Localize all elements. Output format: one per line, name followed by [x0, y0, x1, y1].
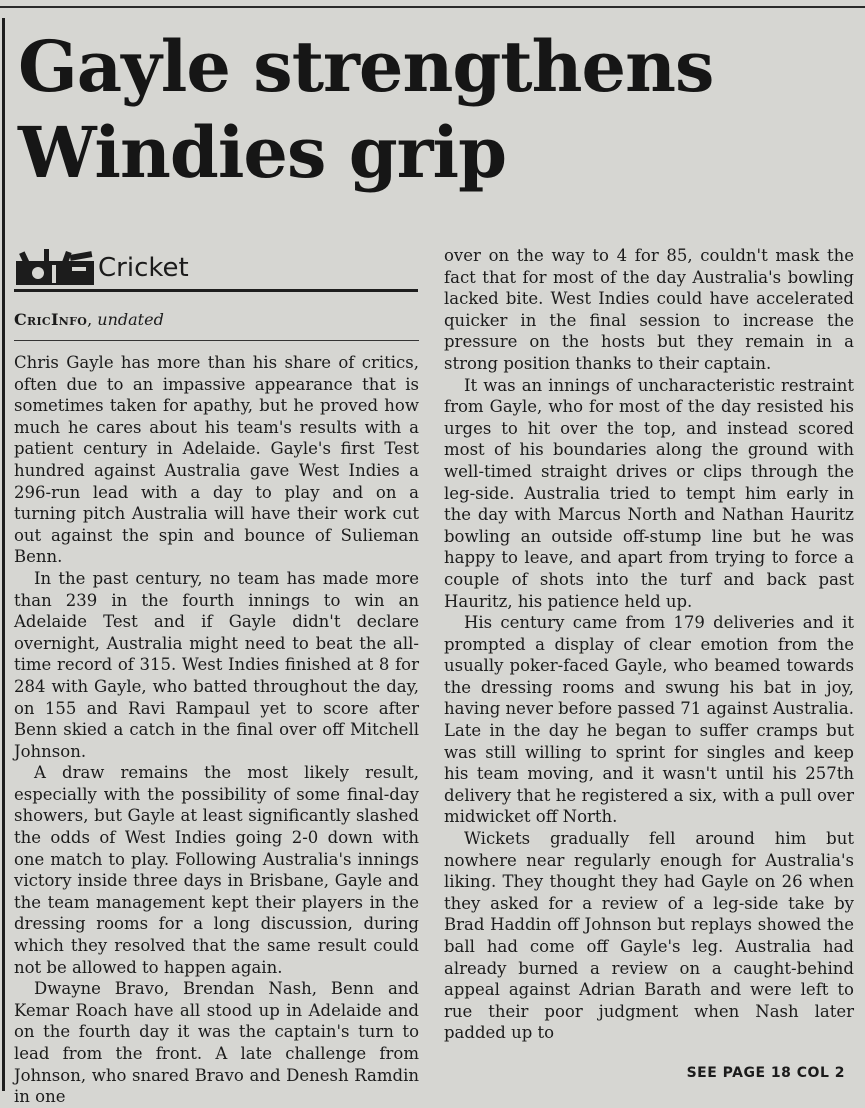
paragraph: In the past century, no team has made more than 239 in the fourth innings to win an Adelaide Test and if Gayle didn't declare overnight, Australia might need to beat the all-time record of 315. West Indies finished at 8 for 284 with Gayle, who batted throughout the day, on 155 and Ravi Rampaul yet to score after Benn skied a catch in the final over off Mitchell Johnson.: [14, 568, 419, 761]
byline: CricInfo, undated: [14, 310, 164, 329]
section-name: Cricket: [98, 253, 189, 283]
paragraph: Chris Gayle has more than his share of critics, often due to an impassive appearance that is sometimes taken for apathy, but he proved how much he cares about his team's results with a patient century in Adelaide. Gayle's first Test hundred against Australia gave West Indies a 296-run lead with a day to play and on a turning pitch Australia will have their work cut out against the spin and bounce of Sulieman Benn.: [14, 353, 419, 567]
column-2: [444, 245, 854, 1044]
column-1: [14, 245, 419, 1108]
byline-source: CricInfo: [14, 310, 88, 329]
paragraph: Dwayne Bravo, Brendan Nash, Benn and Kemar Roach have all stood up in Adelaide and on the fourth day it was the captain's turn to lead from the front. A late challenge from Johnson, who snared Bravo and Denesh Ramdin in one: [14, 979, 419, 1107]
column-1-text: [14, 352, 419, 1108]
left-column-rule: [2, 18, 5, 1091]
headline: Gayle strengthens Windies grip: [18, 25, 714, 194]
section-rule: [14, 289, 418, 292]
section-header: [14, 245, 419, 285]
paragraph: A draw remains the most likely result, especially with the possibility of some final-day showers, but Gayle at least significantly slashed the odds of West Indies going 2-0 down with one match to play. Following Australia's innings victory inside three days in Brisbane, Gayle and the team management kept their players in the dressing rooms for a long discussion, during which they resolved that the same result could not be allowed to happen again.: [14, 763, 419, 977]
continued-jump-line: SEE PAGE 18 COL 2: [686, 1065, 845, 1081]
top-border-rule: [0, 6, 865, 8]
byline-date: undated: [97, 310, 164, 329]
cricket-bat-ball-icon: [14, 247, 96, 285]
paragraph: His century came from 179 deliveries and it prompted a display of clear emotion from the usually poker-faced Gayle, who beamed towards the dressing rooms and swung his bat in joy, having never before passed 71 against Australia. Late in the day he began to suffer cramps but was still willing to sprint for singles and keep his team moving, and it wasn't until his 257th delivery that he registered a six, with a pull over midwicket off North.: [444, 613, 855, 827]
paragraph: It was an innings of uncharacteristic restraint from Gayle, who for most of the day resisted his urges to hit over the top, and instead scored most of his boundaries along the ground with well-timed straight drives or clips through the leg-side. Australia tried to tempt him early in the day with Marcus North and Nathan Hauritz bowling an outside off-stump line but he was happy to leave, and apart from trying to force a couple of shots into the turf and back past Hauritz, his patience held up.: [444, 375, 854, 611]
column-2-text: [444, 245, 854, 1044]
byline-rule: [14, 340, 419, 341]
paragraph: over on the way to 4 for 85, couldn't mask the fact that for most of the day Australia's bowling lacked bite. West Indies could have accelerated quicker in the final session to increase the pressure on the hosts but they remain in a strong position thanks to their captain.: [444, 246, 854, 373]
paragraph: Wickets gradually fell around him but nowhere near regularly enough for Australia's liking. They thought they had Gayle on 26 when they asked for a review of a leg-side take by Brad Haddin off Johnson but replays showed the ball had come off Gayle's leg. Australia had already burned a review on a caught-behind appeal against Adrian Barath and were left to rue their poor judgment when Nash later padded up to: [444, 829, 854, 1043]
